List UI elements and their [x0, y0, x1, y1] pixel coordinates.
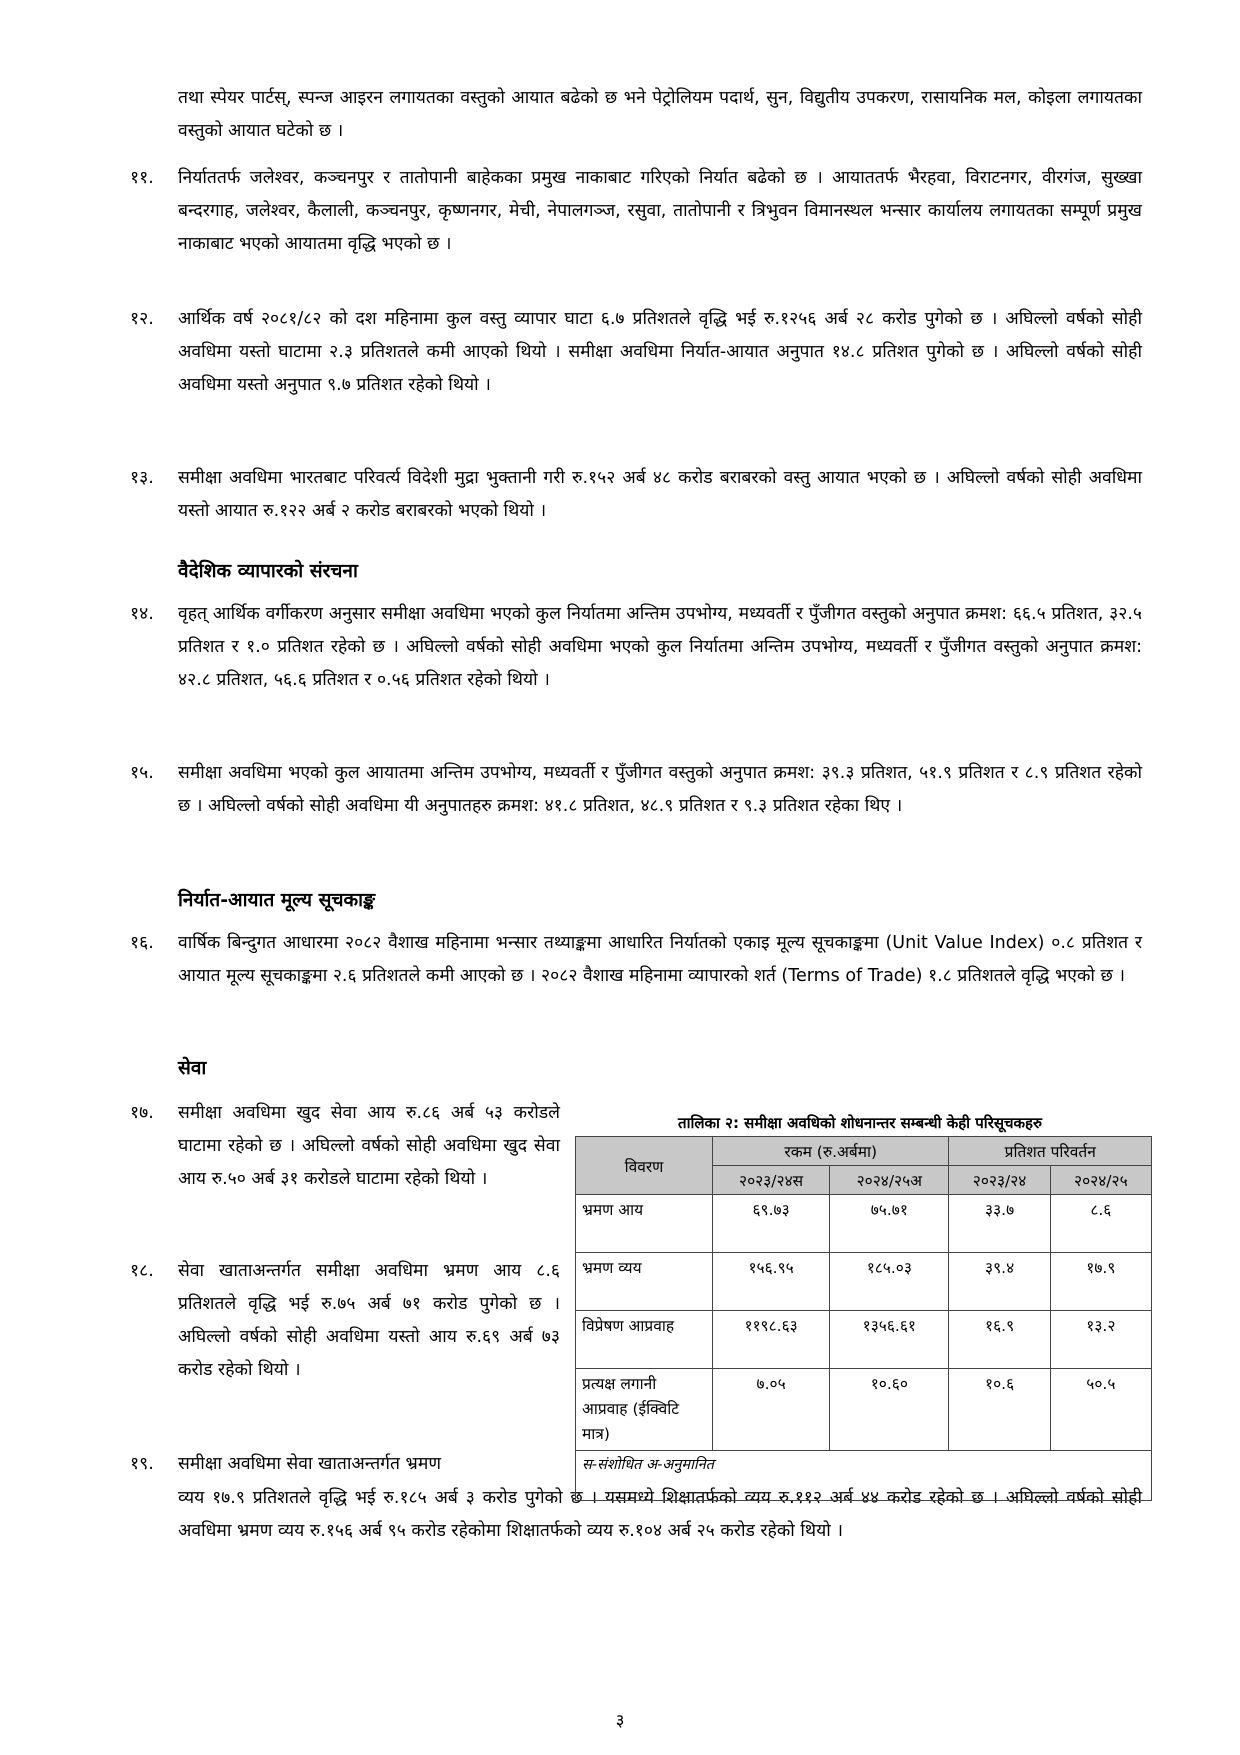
paragraph-number: १९.: [130, 1454, 154, 1474]
paragraph-number: १७.: [130, 1103, 154, 1123]
table-row: [576, 1369, 1152, 1451]
table-footnote: स-संशोधित अ-अनुमानित: [576, 1451, 1152, 1501]
paragraph-12: [130, 303, 1142, 402]
table-header-row: [576, 1137, 1152, 1166]
paragraph-11: [130, 162, 1142, 261]
table-cell: ५०.५: [1050, 1369, 1151, 1451]
section-heading-trade-structure: वैदेशिक व्यापारको संरचना: [178, 560, 358, 582]
table-cell: ८.६: [1050, 1195, 1151, 1253]
table-cell: ७५.७१: [830, 1195, 949, 1253]
column-group-percent-change: प्रतिशत परिवर्तन: [949, 1137, 1152, 1166]
paragraph-text: समीक्षा अवधिमा भएको कुल आयातमा अन्तिम उपभोग्य, मध्यवर्ती र पुँजीगत वस्तुको अनुपात क्रमश: ३९.३ प्रतिशत, ५१.९ प्रतिशत र ८.९ प्रतिशत रहेको छ । अघिल्लो वर्षको सोही अवधिमा यी अनुपातहरु क्रमश: ४१.८ प्रतिशत, ४८.९ प्रतिशत र ९.३ प्रतिशत रहेका थिए ।: [178, 763, 1142, 816]
table-cell: १३.२: [1050, 1311, 1151, 1369]
column-header-item: विवरण: [576, 1137, 713, 1195]
paragraph-text: निर्याततर्फ जलेश्वर, कञ्चनपुर र तातोपानी बाहेकका प्रमुख नाकाबाट गरिएको निर्यात बढेको छ । आयाततर्फ भैरहवा, विराटनगर, वीरगंज, सुख्खा बन्दरगाह, जलेश्वर, कैलाली, कञ्चनपुर, कृष्णनगर, मेची, नेपालगञ्ज, रसुवा, तातोपानी र त्रिभुवन विमानस्थल भन्सार कार्यालय लगायतका सम्पूर्ण प्रमुख नाकाबाट भएको आयातमा वृद्धि भएको छ ।: [178, 168, 1142, 254]
page-number: ३: [615, 1711, 625, 1731]
table-cell: १८५.०३: [830, 1253, 949, 1311]
row-label: विप्रेषण आप्रवाह: [576, 1311, 713, 1369]
column-header: २०२४/२५: [1050, 1166, 1151, 1195]
paragraph-number: १३.: [130, 468, 154, 488]
paragraph-number: १४.: [130, 604, 154, 624]
table-cell: १७.९: [1050, 1253, 1151, 1311]
paragraph-number: १८.: [130, 1261, 154, 1281]
paragraph-19-continuation: व्यय १७.९ प्रतिशतले वृद्धि भई रु.१८५ अर्ब ३ करोड पुगेको छ । यसमध्ये शिक्षातर्फको व्यय रु.११२ अर्ब ४४ करोड रहेको छ । अघिल्लो वर्षको सोही अवधिमा भ्रमण व्यय रु.१५६ अर्ब ९५ करोड रहेकोमा शिक्षातर्फको व्यय रु.१०४ अर्ब २५ करोड रहेको थियो ।: [178, 1488, 1142, 1541]
table-row: [576, 1195, 1152, 1253]
section-heading-price-index: निर्यात-आयात मूल्य सूचकाङ्क: [178, 889, 376, 911]
paragraph-18: [130, 1255, 560, 1387]
table-cell: ११९८.६३: [713, 1311, 830, 1369]
column-header: २०२३/२४: [949, 1166, 1050, 1195]
table-cell: ६९.७३: [713, 1195, 830, 1253]
paragraph-16: [130, 927, 1142, 993]
paragraph-13: [130, 462, 1142, 528]
paragraph-19: [130, 1448, 560, 1481]
column-header: २०२४/२५अ: [830, 1166, 949, 1195]
paragraph-text: समीक्षा अवधिमा खुद सेवा आय रु.८६ अर्ब ५३ करोडले घाटामा रहेको छ । अघिल्लो वर्षको सोही अवधिमा खुद सेवा आय रु.५० अर्ब ३१ करोडले घाटामा रहेको थियो ।: [178, 1103, 560, 1189]
paragraph-text: समीक्षा अवधिमा भारतबाट परिवर्त्य विदेशी मुद्रा भुक्तानी गरी रु.१५२ अर्ब ४८ करोड बराबरको वस्तु आयात भएको छ । अघिल्लो वर्षको सोही अवधिमा यस्तो आयात रु.१२२ अर्ब २ करोड बराबरको भएको थियो ।: [178, 468, 1142, 521]
paragraph-15: [130, 757, 1142, 823]
table-cell: ७.०५: [713, 1369, 830, 1451]
paragraph-number: १६.: [130, 933, 154, 953]
table-cell: १५६.९५: [713, 1253, 830, 1311]
paragraph-number: १५.: [130, 763, 154, 783]
table-note-row: [576, 1451, 1152, 1501]
paragraph-text: वार्षिक बिन्दुगत आधारमा २०८२ वैशाख महिनामा भन्सार तथ्याङ्कमा आधारित निर्यातको एकाइ मूल्य सूचकाङ्कमा (Unit Value Index) ०.८ प्रतिशत र आयात मूल्य सूचकाङ्कमा २.६ प्रतिशतले कमी आएको छ । २०८२ वैशाख महिनामा व्यापारको शर्त (Terms of Trade) १.८ प्रतिशतले वृद्धि भएको छ ।: [178, 933, 1142, 986]
paragraph-17: [130, 1097, 560, 1196]
table-row: [576, 1253, 1152, 1311]
table-cell: ३३.७: [949, 1195, 1050, 1253]
table-cell: १६.९: [949, 1311, 1050, 1369]
paragraph-14: [130, 598, 1142, 697]
paragraph-number: १२.: [130, 309, 154, 329]
column-group-amount: रकम (रु.अर्बमा): [713, 1137, 949, 1166]
table-row: [576, 1311, 1152, 1369]
table-cell: १३५६.६१: [830, 1311, 949, 1369]
bop-indicators-table: [575, 1136, 1152, 1501]
column-header: २०२३/२४स: [713, 1166, 830, 1195]
row-label: भ्रमण आय: [576, 1195, 713, 1253]
intro-paragraph: तथा स्पेयर पार्टस्, स्पन्ज आइरन लगायतका वस्तुको आयात बढेको छ भने पेट्रोलियम पदार्थ, सुन, विद्युतीय उपकरण, रासायनिक मल, कोइला लगायतका वस्तुको आयात घटेको छ ।: [178, 88, 1142, 141]
row-label: भ्रमण व्यय: [576, 1253, 713, 1311]
paragraph-number: ११.: [130, 168, 154, 188]
table-cell: १०.६: [949, 1369, 1050, 1451]
paragraph-text: सेवा खाताअन्तर्गत समीक्षा अवधिमा भ्रमण आय ८.६ प्रतिशतले वृद्धि भई रु.७५ अर्ब ७१ करोड पुगेको छ । अघिल्लो वर्षको सोही अवधिमा यस्तो आय रु.६९ अर्ब ७३ करोड रहेको थियो ।: [178, 1261, 560, 1380]
table-cell: ३९.४: [949, 1253, 1050, 1311]
row-label: प्रत्यक्ष लगानी आप्रवाह (ईक्विटि मात्र): [576, 1369, 713, 1451]
paragraph-text: समीक्षा अवधिमा सेवा खाताअन्तर्गत भ्रमण: [178, 1454, 441, 1474]
table-cell: १०.६०: [830, 1369, 949, 1451]
paragraph-text: आर्थिक वर्ष २०८१/८२ को दश महिनामा कुल वस्तु व्यापार घाटा ६.७ प्रतिशतले वृद्धि भई रु.१२५६ अर्ब २८ करोड पुगेको छ । अघिल्लो वर्षको सोही अवधिमा यस्तो घाटामा २.३ प्रतिशतले कमी आएको थियो । समीक्षा अवधिमा निर्यात-आयात अनुपात १४.८ प्रतिशत पुगेको छ । अघिल्लो वर्षको सोही अवधिमा यस्तो अनुपात ९.७ प्रतिशत रहेको थियो ।: [178, 309, 1142, 395]
paragraph-text: वृहत् आर्थिक वर्गीकरण अनुसार समीक्षा अवधिमा भएको कुल निर्यातमा अन्तिम उपभोग्य, मध्यवर्ती र पुँजीगत वस्तुको अनुपात क्रमश: ६६.५ प्रतिशत, ३२.५ प्रतिशत र १.० प्रतिशत रहेको छ । अघिल्लो वर्षको सोही अवधिमा भएको कुल निर्यातमा अन्तिम उपभोग्य, मध्यवर्ती र पुँजीगत वस्तुको अनुपात क्रमश: ४२.८ प्रतिशत, ५६.६ प्रतिशत र ०.५६ प्रतिशत रहेको थियो ।: [178, 604, 1142, 690]
section-heading-services: सेवा: [178, 1057, 207, 1079]
table-caption: तालिका २: समीक्षा अवधिको शोधनान्तर सम्बन्धी केही परिसूचकहरु: [678, 1114, 1042, 1132]
